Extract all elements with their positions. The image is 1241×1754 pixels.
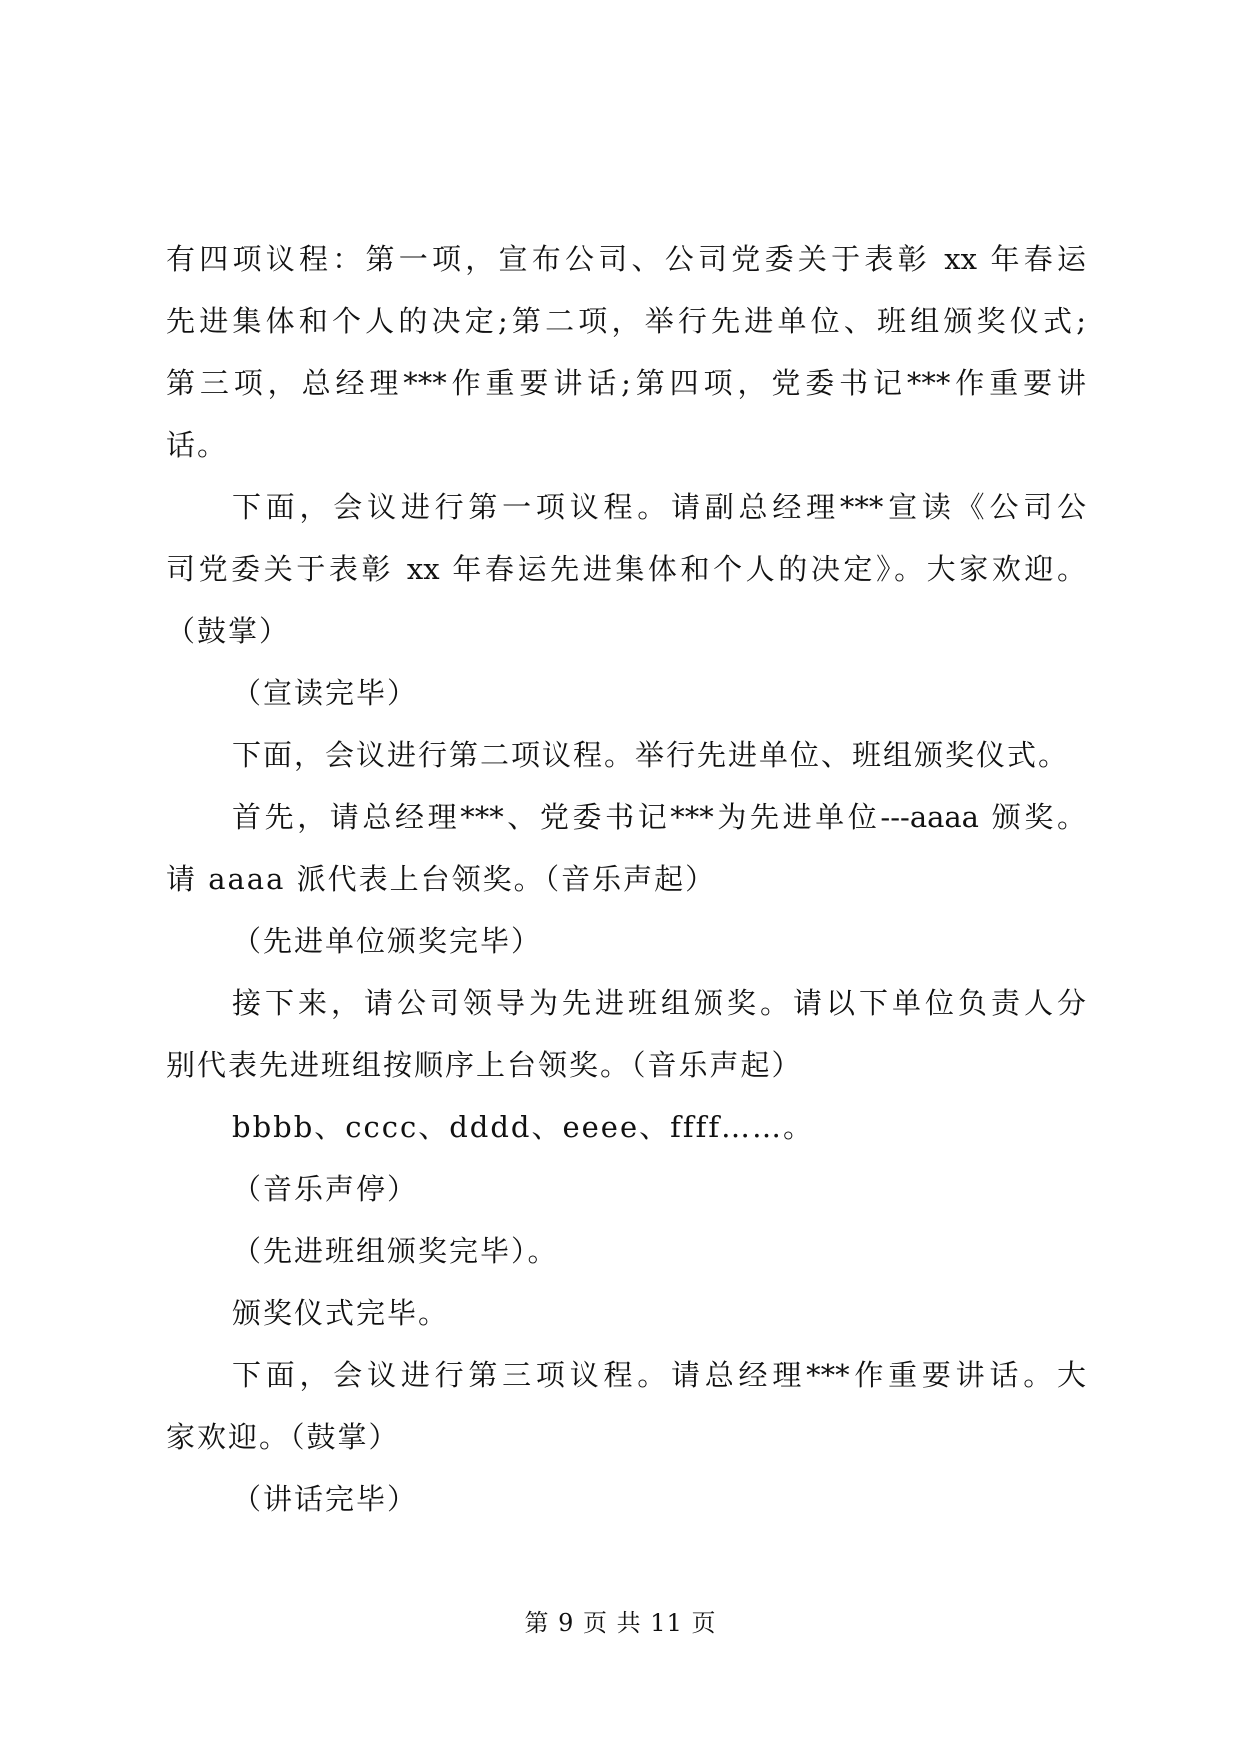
paragraph-line: 话。 [166, 428, 229, 462]
document-body [166, 228, 1086, 1530]
paragraph-line: 首先，请总经理***、党委书记***为先进单位---aaaa 颁奖。 [232, 800, 1086, 834]
paragraph-line: 下面，会议进行第三项议程。请总经理***作重要讲话。大 [232, 1358, 1086, 1392]
paragraph-line: （鼓掌） [166, 614, 291, 648]
paragraph-line: 颁奖仪式完毕。 [232, 1296, 450, 1330]
paragraph-line: （先进单位颁奖完毕） [232, 924, 543, 958]
paragraph-line: 司党委关于表彰 xx 年春运先进集体和个人的决定》。大家欢迎。 [166, 552, 1086, 586]
paragraph-line: （宣读完毕） [232, 676, 419, 710]
paragraph-line: 请 aaaa 派代表上台领奖。（音乐声起） [166, 862, 717, 896]
paragraph-line: 下面，会议进行第二项议程。举行先进单位、班组颁奖仪式。 [232, 738, 1070, 772]
paragraph-line: 接下来，请公司领导为先进班组颁奖。请以下单位负责人分 [232, 986, 1086, 1020]
page-number-footer: 第 9 页 共 11 页 [524, 1609, 717, 1637]
paragraph-line: 家欢迎。（鼓掌） [166, 1420, 400, 1454]
paragraph-line: bbbb、cccc、dddd、eeee、ffff……。 [232, 1110, 815, 1144]
paragraph-line: 先进集体和个人的决定;第二项，举行先进单位、班组颁奖仪式; [166, 304, 1086, 338]
paragraph-line: 第三项，总经理***作重要讲话;第四项，党委书记***作重要讲 [166, 366, 1086, 400]
paragraph-line: 下面，会议进行第一项议程。请副总经理***宣读《公司公 [232, 490, 1086, 524]
paragraph-line: （先进班组颁奖完毕）。 [232, 1234, 559, 1268]
paragraph-line: 有四项议程：第一项，宣布公司、公司党委关于表彰 xx 年春运 [166, 242, 1086, 276]
paragraph-line: 别代表先进班组按顺序上台领奖。（音乐声起） [166, 1048, 803, 1082]
paragraph-line: （讲话完毕） [232, 1482, 419, 1516]
paragraph-line: （音乐声停） [232, 1172, 419, 1206]
